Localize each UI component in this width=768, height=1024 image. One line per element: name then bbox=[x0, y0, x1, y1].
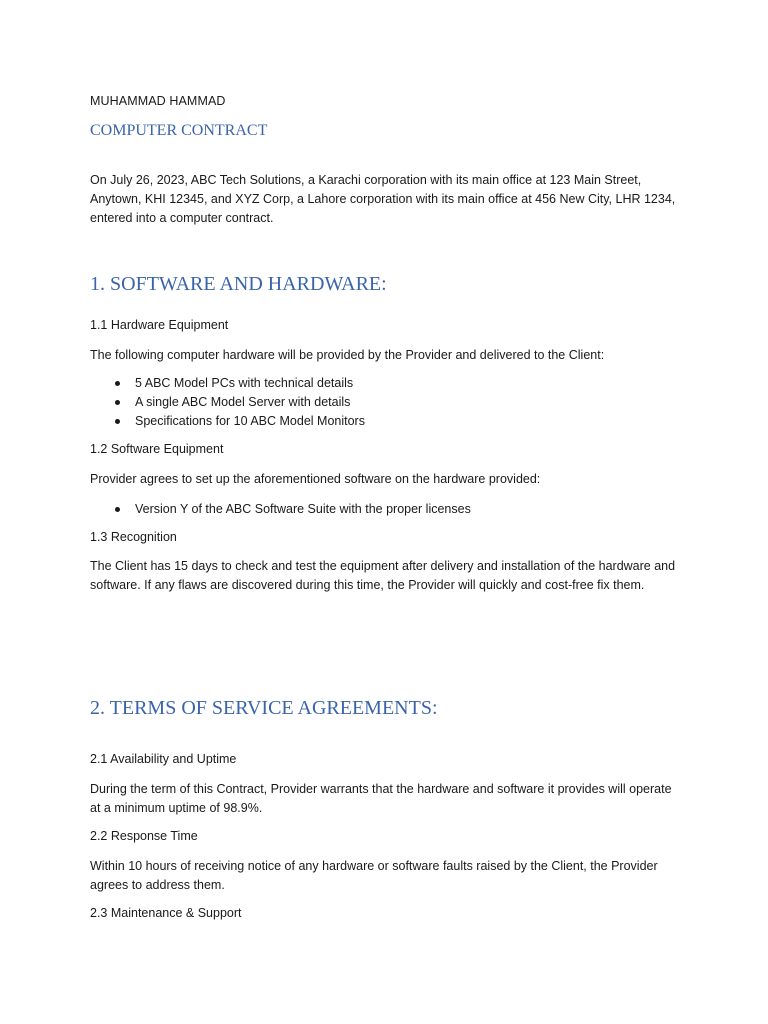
hardware-paragraph: The following computer hardware will be provided by the Provider and delivered to the Client: bbox=[90, 348, 605, 362]
section-2-heading: 2. TERMS OF SERVICE AGREEMENTS: bbox=[90, 697, 438, 719]
software-list bbox=[90, 500, 471, 519]
bullet-icon bbox=[115, 381, 120, 386]
subsection-2-1-heading: 2.1 Availability and Uptime bbox=[90, 752, 237, 766]
subsection-1-2-heading: 1.2 Software Equipment bbox=[90, 442, 224, 456]
intro-paragraph: On July 26, 2023, ABC Tech Solutions, a Karachi corporation with its main office at 123 Main Street, Anytown, KHI 12345, and XYZ Corp, a Lahore corporation with its main office at 456 New City, LHR 1234, entered into a computer contract. bbox=[90, 173, 676, 225]
subsection-1-3-heading: 1.3 Recognition bbox=[90, 530, 177, 544]
list-item: 5 ABC Model PCs with technical details bbox=[90, 374, 365, 393]
list-item: Version Y of the ABC Software Suite with the proper licenses bbox=[90, 500, 471, 519]
availability-paragraph: During the term of this Contract, Provider warrants that the hardware and software it provides will operate at a minimum uptime of 98.9%. bbox=[90, 782, 672, 815]
subsection-2-2-heading: 2.2 Response Time bbox=[90, 829, 198, 843]
recognition-paragraph: The Client has 15 days to check and test the equipment after delivery and installation of the hardware and software. If any flaws are discovered during this time, the Provider will quickly and cost-free fix them. bbox=[90, 559, 676, 592]
bullet-icon bbox=[115, 507, 120, 512]
document-title: COMPUTER CONTRACT bbox=[90, 122, 268, 139]
bullet-icon bbox=[115, 400, 120, 405]
subsection-2-3-heading: 2.3 Maintenance & Support bbox=[90, 906, 242, 920]
list-item: Specifications for 10 ABC Model Monitors bbox=[90, 412, 365, 431]
list-item: A single ABC Model Server with details bbox=[90, 393, 365, 412]
hardware-list bbox=[90, 374, 365, 431]
subsection-1-1-heading: 1.1 Hardware Equipment bbox=[90, 318, 229, 332]
author-name: MUHAMMAD HAMMAD bbox=[90, 94, 226, 108]
bullet-icon bbox=[115, 419, 120, 424]
section-1-heading: 1. SOFTWARE AND HARDWARE: bbox=[90, 273, 387, 295]
response-paragraph: Within 10 hours of receiving notice of any hardware or software faults raised by the Client, the Provider agrees to address them. bbox=[90, 859, 658, 892]
software-paragraph: Provider agrees to set up the aforementioned software on the hardware provided: bbox=[90, 472, 541, 486]
